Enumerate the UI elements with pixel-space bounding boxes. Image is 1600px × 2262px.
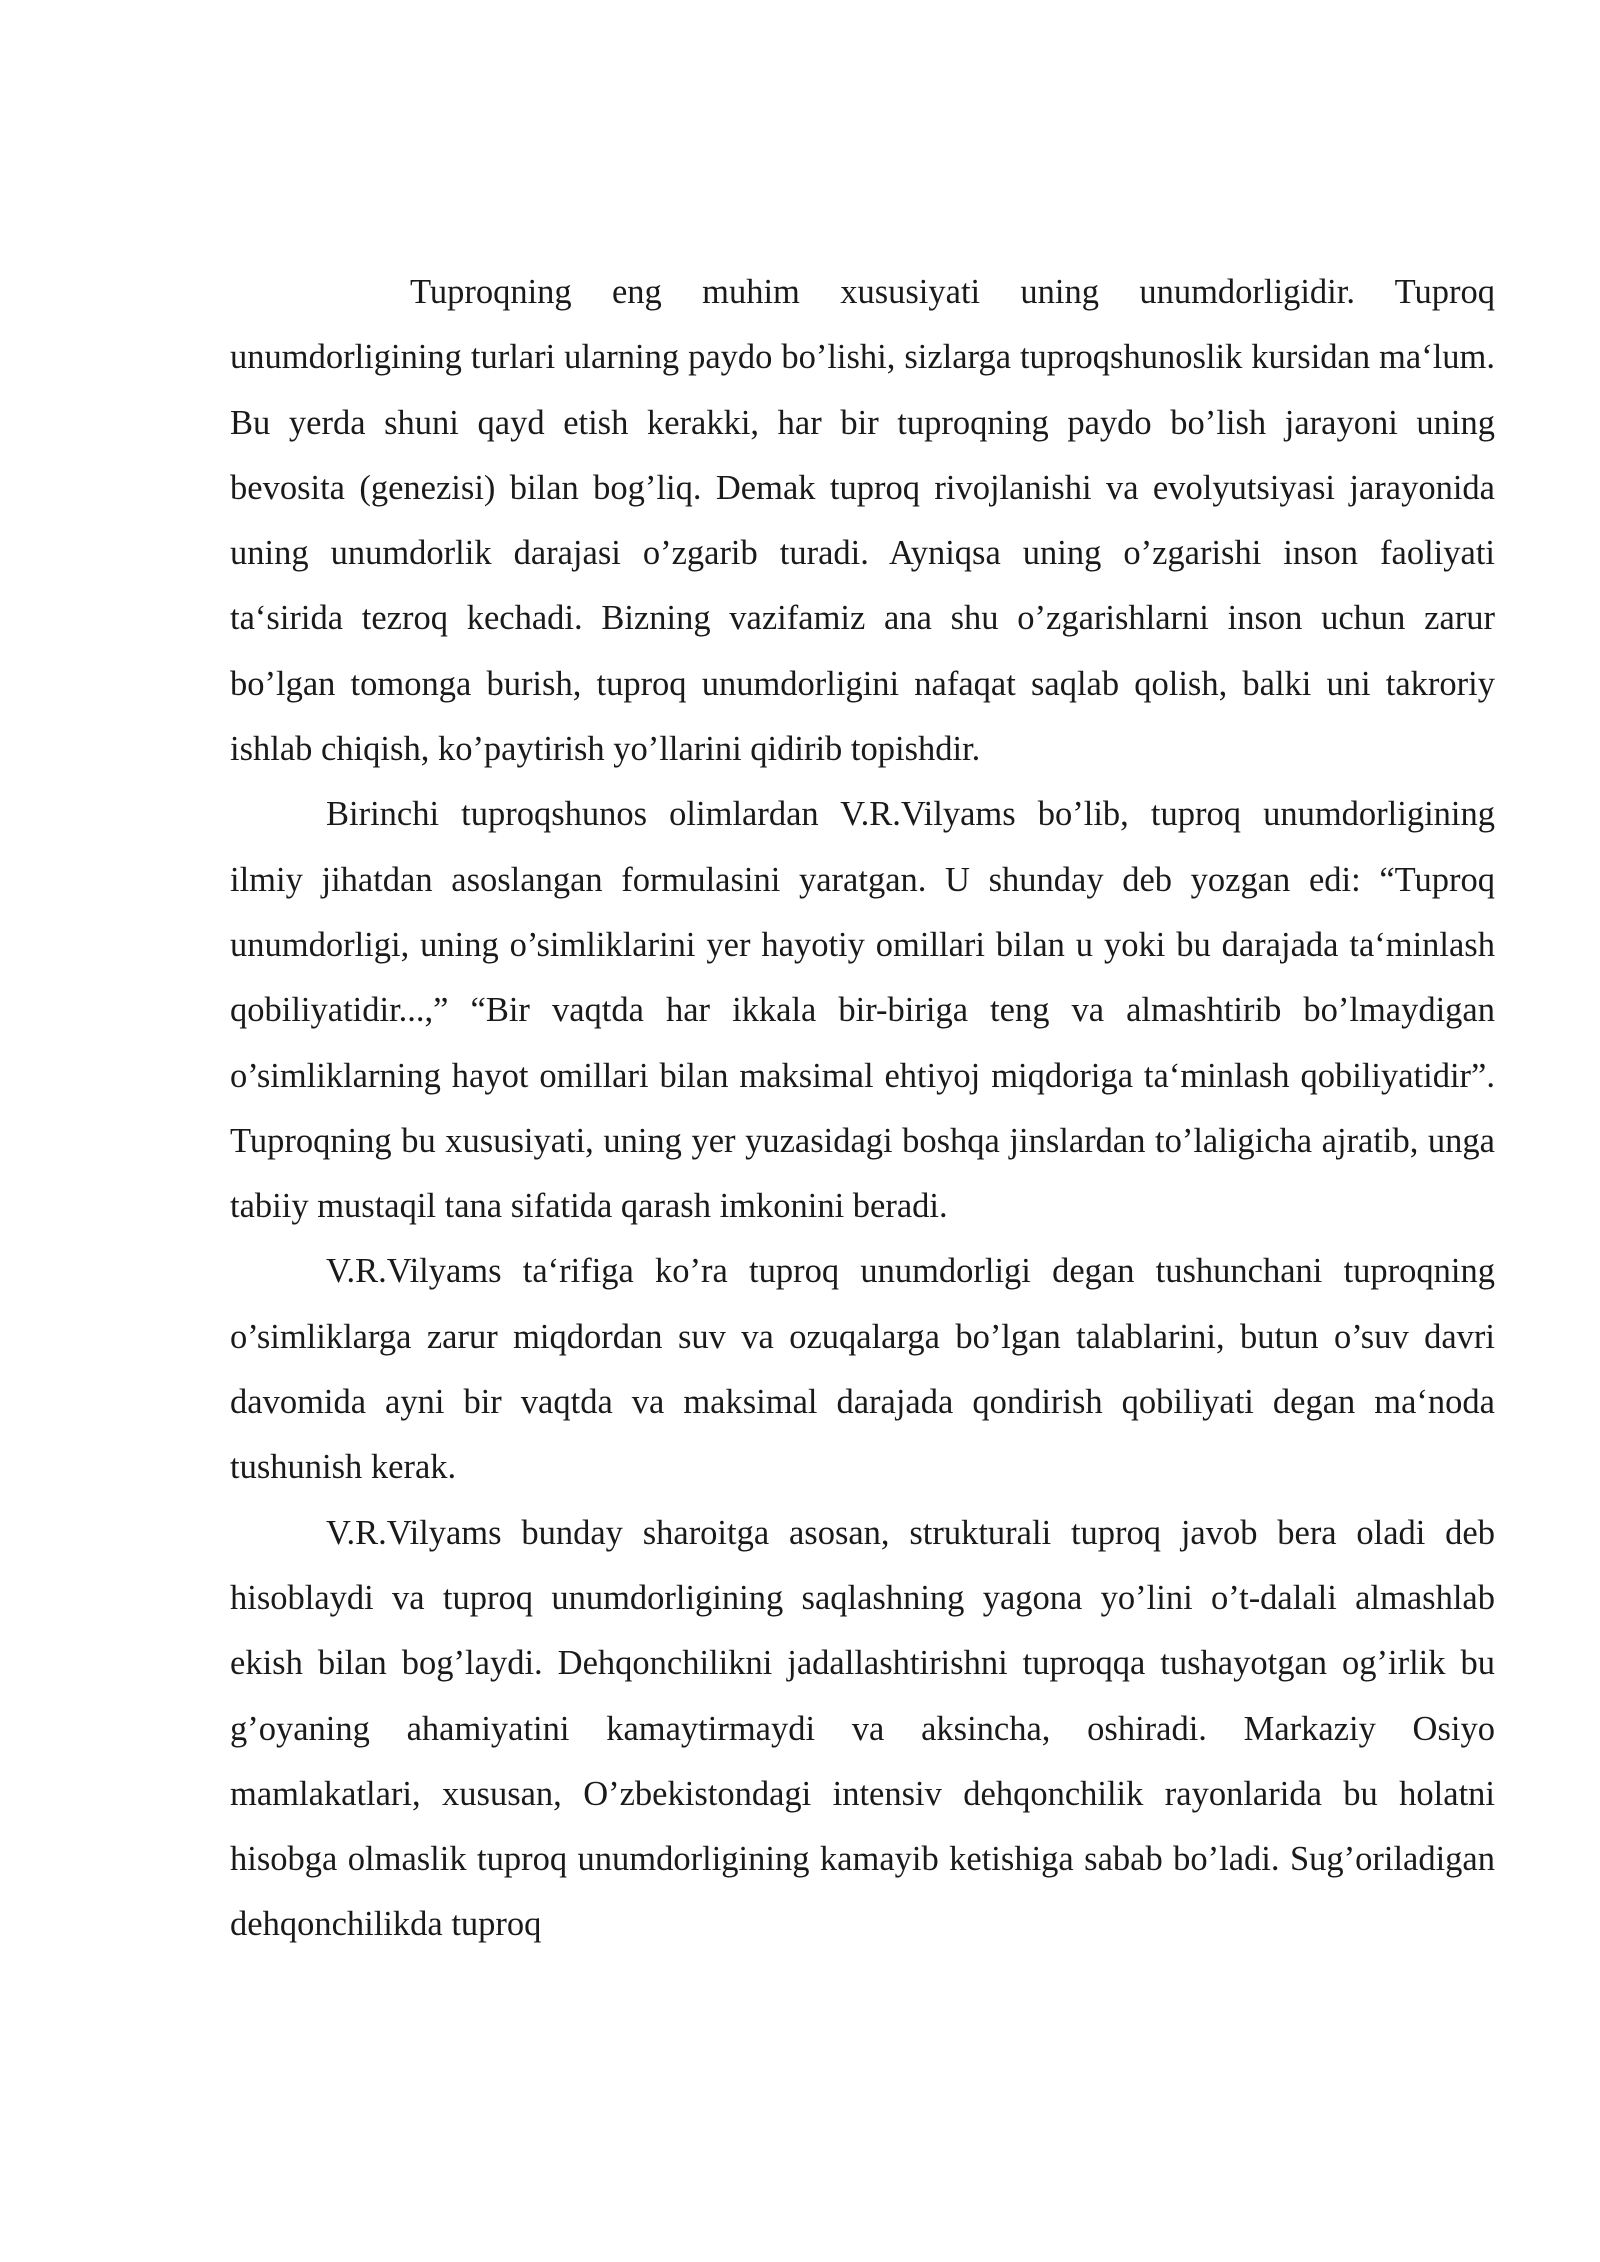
paragraph-1: Tuproqning eng muhim xususiyati uning unumdorligidir. Tuproq unumdorligining turlari ularning paydo bo’lishi, sizlarga tuproqshunoslik kursidan ma‘lum. Bu yerda shuni qayd etish kerakki, har bir tuproqning paydo bo’lish jarayoni uning bevosita (genezisi) bilan bog’liq. Demak tuproq rivojlanishi va evolyutsiyasi jarayonida uning unumdorlik darajasi o’zgarib turadi. Ayniqsa uning o’zgarishi inson faoliyati ta‘sirida tezroq kechadi. Bizning vazifamiz ana shu o’zgarishlarni inson uchun zarur bo’lgan tomonga burish, tuproq unumdorligini nafaqat saqlab qolish, balki uni takroriy ishlab chiqish, ko’paytirish yo’llarini qidirib topishdir. (230, 273, 1495, 769)
paragraph-3: V.R.Vilyams ta‘rifiga ko’ra tuproq unumdorligi degan tushunchani tuproqning o’simliklarga zarur miqdordan suv va ozuqalarga bo’lgan talablarini, butun o’suv davri davomida ayni bir vaqtda va maksimal darajada qondirish qobiliyati degan ma‘noda tushunish kerak. (230, 1252, 1495, 1487)
document-body (230, 260, 1495, 1958)
paragraph-2: Birinchi tuproqshunos olimlardan V.R.Vilyams bo’lib, tuproq unumdorligining ilmiy jihatdan asoslangan formulasini yaratgan. U shunday deb yozgan edi: “Tuproq unumdorligi, uning o’simliklarini yer hayotiy omillari bilan u yoki bu darajada ta‘minlash qobiliyatidir...,” “Bir vaqtda har ikkala bir-biriga teng va almashtirib bo’lmaydigan o’simliklarning hayot omillari bilan maksimal ehtiyoj miqdoriga ta‘minlash qobiliyatidir”. Tuproqning bu xususiyati, uning yer yuzasidagi boshqa jinslardan to’laligicha ajratib, unga tabiiy mustaqil tana sifatida qarash imkonini beradi. (230, 795, 1495, 1226)
paragraph-4: V.R.Vilyams bunday sharoitga asosan, strukturali tuproq javob bera oladi deb hisoblaydi va tuproq unumdorligining saqlashning yagona yo’lini o’t-dalali almashlab ekish bilan bog’laydi. Dehqonchilikni jadallashtirishni tuproqqa tushayotgan og’irlik bu g’oyaning ahamiyatini kamaytirmaydi va aksincha, oshiradi. Markaziy Osiyo mamlakatlari, xususan, O’zbekistondagi intensiv dehqonchilik rayonlarida bu holatni hisobga olmaslik tuproq unumdorligining kamayib ketishiga sabab bo’ladi. Sug’oriladigan dehqonchilikda tuproq (230, 1513, 1495, 1944)
